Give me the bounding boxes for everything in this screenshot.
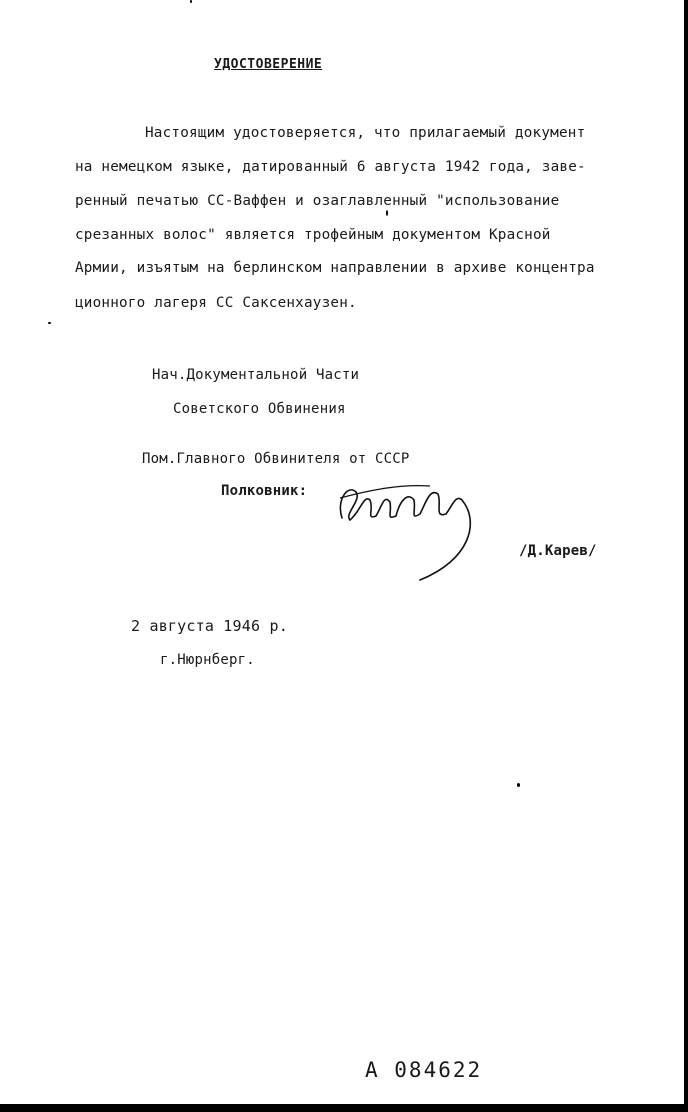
body-line-4: срезанных волос" является трофейным документом Красной	[75, 227, 551, 243]
archive-inventory-number: А 084622	[365, 1058, 483, 1082]
document-title: УДОСТОВЕРЕНИЕ	[214, 57, 323, 72]
body-line-1: Настоящим удостоверяется, что прилагаемый документ	[145, 125, 586, 141]
signatory-title-line-2: Советского Обвинения	[173, 401, 346, 417]
signatory-rank: Полковник:	[221, 483, 308, 499]
scan-border-bottom	[0, 1104, 688, 1112]
scan-border-right	[684, 0, 688, 1112]
body-line-6: ционного лагеря СС Саксенхаузен.	[75, 295, 357, 311]
body-line-3: ренный печатью СС-Ваффен и озаглавленный "использование	[75, 193, 560, 209]
signatory-title-line-3: Пом.Главного Обвинителя от СССР	[142, 451, 410, 467]
document-date: 2 августа 1946 р.	[131, 617, 288, 635]
scan-speck	[517, 783, 520, 787]
scan-speck	[48, 322, 51, 324]
signatory-name: /Д.Карев/	[519, 543, 597, 559]
scan-speck	[386, 210, 388, 216]
document-place: г.Нюрнберг.	[160, 652, 255, 668]
handwritten-signature	[330, 470, 490, 590]
body-line-2: на немецком языке, датированный 6 августа 1942 года, заве-	[75, 159, 586, 175]
body-line-5: Армии, изъятым на берлинском направлении в архиве концентра	[75, 260, 595, 276]
scan-speck	[190, 0, 192, 3]
signatory-title-line-1: Нач.Документальной Части	[152, 367, 360, 383]
